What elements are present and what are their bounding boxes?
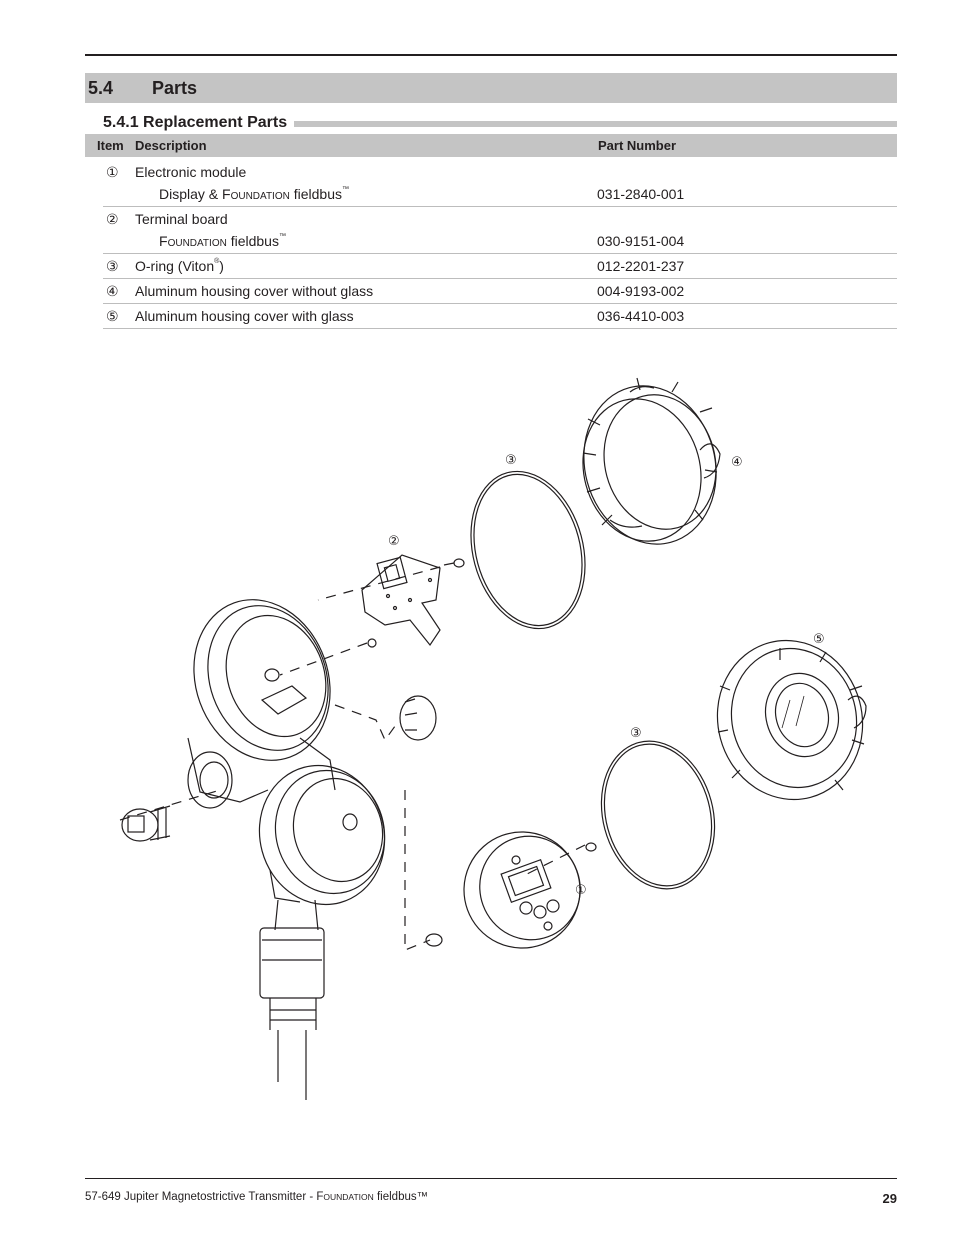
- row-description: Aluminum housing cover without glass: [135, 283, 374, 299]
- row-description: Terminal board: [135, 211, 228, 227]
- row-part-number: 004-9193-002: [597, 283, 685, 299]
- electronic-module: [426, 816, 596, 965]
- callout-1: ①: [575, 883, 587, 898]
- subsection-rule: [294, 121, 897, 127]
- row-item: ①: [106, 164, 119, 180]
- callout-5: ⑤: [813, 632, 825, 647]
- top-rule: [85, 54, 897, 56]
- row-part-number: 030-9151-004: [597, 233, 685, 249]
- row-description: Electronic module: [135, 164, 247, 180]
- section-heading: [85, 73, 897, 103]
- parts-table: [85, 134, 897, 329]
- table-row: [103, 157, 897, 207]
- row-item: ②: [106, 211, 119, 227]
- table-row: [103, 304, 897, 329]
- housing-cover-with-glass: [700, 624, 881, 816]
- transmitter-housing: [172, 580, 400, 1100]
- row-item: ⑤: [106, 308, 119, 324]
- header-item: Item: [97, 138, 124, 153]
- callout-3-upper: ③: [505, 453, 517, 468]
- terminal-board: [362, 555, 464, 647]
- subsection-title: 5.4.1 Replacement Parts: [103, 114, 288, 131]
- row-description: Aluminum housing cover with glass: [135, 308, 354, 324]
- row-part-number: 012-2201-237: [597, 258, 685, 274]
- table-header: [85, 134, 897, 157]
- bottom-rule: [85, 1178, 897, 1179]
- o-ring-lower: [585, 728, 730, 901]
- conduit-plugs: [122, 696, 436, 841]
- row-sub-description: Display & FOUNDATION fieldbus™: [159, 186, 349, 202]
- table-row: [103, 279, 897, 304]
- footer-document-title: 57-649 Jupiter Magnetostrictive Transmitter - FOUNDATION fieldbus™: [85, 1191, 429, 1203]
- row-item: ③: [106, 258, 119, 274]
- assembly-lines: [120, 567, 585, 950]
- housing-cover-without-glass: [567, 371, 734, 559]
- callout-2: ②: [388, 534, 400, 549]
- row-part-number: 031-2840-001: [597, 186, 685, 202]
- table-row: [103, 254, 897, 279]
- section-title: Parts: [152, 77, 198, 98]
- header-description: Description: [135, 138, 207, 153]
- table-row: [103, 207, 897, 254]
- callout-4: ④: [731, 455, 743, 470]
- row-description: O-ring (Viton®): [135, 258, 224, 274]
- callout-3-lower: ③: [630, 726, 642, 741]
- row-item: ④: [106, 283, 119, 299]
- o-ring-upper: [454, 458, 602, 641]
- header-part-number: Part Number: [598, 138, 677, 153]
- section-number: 5.4: [88, 77, 114, 98]
- exploded-parts-diagram: [0, 340, 954, 1120]
- row-part-number: 036-4410-003: [597, 308, 685, 324]
- row-sub-description: FOUNDATION fieldbus™: [159, 233, 286, 249]
- subsection-heading: [103, 113, 897, 133]
- page-number: 29: [882, 1191, 897, 1206]
